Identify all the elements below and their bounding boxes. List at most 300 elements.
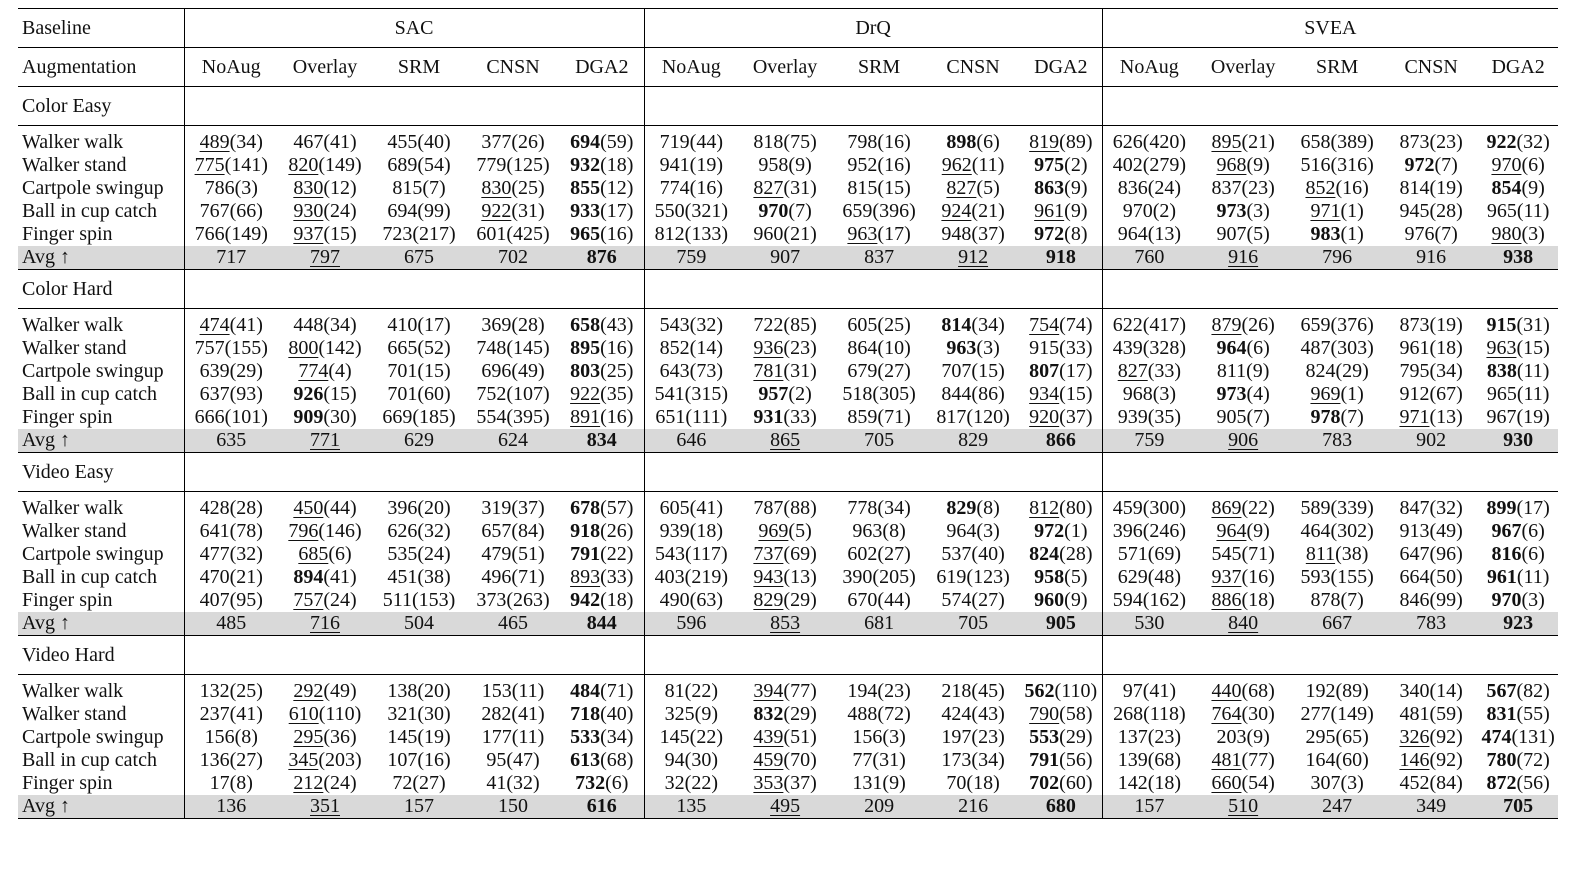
aug-header: DGA2 [1478, 48, 1558, 87]
score-std: 18 [1436, 337, 1457, 359]
score-mean: 553 [1029, 726, 1060, 748]
score-cell: 796(146) [288, 520, 362, 542]
avg-cell [1290, 429, 1384, 453]
avg-value: 510 [1228, 795, 1259, 817]
score-mean: 474 [1481, 726, 1512, 748]
score-cell: 964(6) [1216, 337, 1270, 359]
score-cell: 484(71) [570, 680, 634, 702]
avg-cell [1478, 246, 1558, 270]
score-mean: 194 [847, 680, 878, 702]
score-std: 31 [518, 200, 538, 222]
score-mean: 139 [1117, 749, 1148, 771]
score-mean: 918 [570, 520, 601, 542]
score-std: 95 [236, 589, 257, 611]
score-std: 9 [701, 703, 712, 725]
score-cell: 963(8) [852, 520, 906, 542]
avg-value: 216 [958, 795, 989, 817]
score-std: 205 [879, 566, 910, 588]
score-std: 49 [518, 360, 538, 382]
score-cell: 931(33) [753, 406, 817, 428]
score-cell: 920(37) [1029, 406, 1093, 428]
avg-cell [1196, 429, 1290, 453]
score-cell: 325(9) [644, 703, 738, 726]
avg-cell [1384, 612, 1478, 636]
score-std: 58 [1065, 703, 1086, 725]
avg-value: 530 [1134, 612, 1165, 634]
score-mean: 428 [199, 497, 230, 519]
table-row [18, 589, 1558, 612]
score-cell: 701(15) [387, 360, 451, 382]
avg-value: 906 [1228, 429, 1259, 451]
avg-cell [1478, 795, 1558, 819]
score-cell: 815(7) [392, 177, 446, 199]
score-mean: 626 [1112, 131, 1143, 153]
score-mean: 778 [847, 497, 878, 519]
score-mean: 905 [1216, 406, 1247, 428]
avg-cell [184, 795, 278, 819]
avg-cell [560, 429, 644, 453]
avg-cell [832, 429, 926, 453]
aug-header: CNSN [926, 48, 1020, 87]
section-spacer [1102, 453, 1558, 492]
score-cell: 610(110) [288, 703, 362, 725]
score-std: 66 [236, 200, 257, 222]
avg-label: Avg ↑ [18, 429, 184, 453]
score-std: 17 [606, 200, 627, 222]
avg-cell [278, 795, 372, 819]
avg-cell [1384, 246, 1478, 270]
score-cell: 81(22) [644, 680, 738, 703]
score-std: 29 [236, 360, 257, 382]
score-mean: 764 [1211, 703, 1242, 725]
score-mean: 970 [758, 200, 789, 222]
score-mean: 967 [1491, 520, 1522, 542]
score-cell: 669(185) [382, 406, 456, 428]
score-std: 52 [424, 337, 444, 359]
score-std: 101 [231, 406, 262, 428]
score-mean: 543 [659, 314, 690, 336]
score-mean: 922 [481, 200, 512, 222]
avg-value: 596 [676, 612, 707, 634]
score-mean: 817 [936, 406, 967, 428]
score-mean: 775 [194, 154, 225, 176]
score-std: 389 [1337, 131, 1368, 153]
score-cell: 967(6) [1491, 520, 1545, 542]
score-mean: 969 [1310, 383, 1341, 405]
score-mean: 814 [941, 314, 972, 336]
score-cell: 173(34) [941, 749, 1005, 771]
score-std: 78 [236, 520, 257, 542]
score-mean: 197 [941, 726, 972, 748]
score-std: 263 [513, 589, 543, 611]
score-std: 110 [325, 703, 355, 725]
score-cell: 798(16) [847, 131, 911, 153]
score-cell: 873(19) [1399, 314, 1463, 336]
avg-cell [644, 246, 738, 270]
score-cell: 922(32) [1486, 131, 1550, 153]
score-std: 14 [696, 337, 717, 359]
score-cell: 197(23) [941, 726, 1005, 748]
score-cell: 905(7) [1216, 406, 1270, 428]
avg-value: 705 [864, 429, 895, 451]
score-std: 60 [1342, 749, 1363, 771]
avg-cell [926, 429, 1020, 453]
score-mean: 836 [1117, 177, 1148, 199]
score-std: 56 [1523, 772, 1544, 794]
score-std: 41 [1149, 680, 1170, 702]
score-cell: 424(43) [941, 703, 1005, 725]
score-mean: 77 [852, 749, 873, 771]
table-row [18, 200, 1558, 223]
score-mean: 939 [659, 520, 690, 542]
aug-header: NoAug [184, 48, 278, 87]
score-mean: 886 [1211, 589, 1242, 611]
score-mean: 142 [1117, 772, 1148, 794]
score-mean: 815 [847, 177, 878, 199]
score-mean: 403 [654, 566, 685, 588]
task-name: Cartpole swingup [22, 543, 164, 565]
score-std: 9 [1253, 726, 1264, 748]
score-cell: 980(3) [1491, 223, 1545, 245]
score-cell: 963(17) [847, 223, 911, 245]
score-std: 8 [236, 772, 247, 794]
score-std: 321 [691, 200, 722, 222]
score-std: 19 [696, 154, 717, 176]
score-std: 71 [606, 680, 627, 702]
score-mean: 282 [481, 703, 512, 725]
score-mean: 707 [941, 360, 972, 382]
score-std: 18 [973, 772, 994, 794]
score-cell: 774(16) [644, 177, 738, 200]
avg-cell [278, 429, 372, 453]
score-std: 149 [1337, 703, 1368, 725]
score-std: 31 [790, 360, 811, 382]
score-mean: 402 [1112, 154, 1143, 176]
score-std: 110 [1061, 680, 1091, 702]
score-cell: 702(60) [1029, 772, 1093, 794]
score-mean: 452 [1399, 772, 1430, 794]
score-cell: 748(145) [476, 337, 550, 359]
score-cell: 292(49) [293, 680, 357, 702]
score-cell: 937(15) [293, 223, 357, 245]
score-mean: 931 [753, 406, 784, 428]
score-cell: 939(35) [1102, 406, 1196, 429]
score-cell: 780(72) [1486, 749, 1550, 771]
table-row [18, 154, 1558, 177]
score-cell: 800(142) [288, 337, 362, 359]
score-std: 11 [1523, 383, 1543, 405]
score-cell: 451(38) [387, 566, 451, 588]
avg-value: 716 [310, 612, 340, 634]
score-mean: 859 [847, 406, 878, 428]
score-cell: 670(44) [847, 589, 911, 611]
score-cell: 218(45) [941, 680, 1005, 702]
table-row [18, 337, 1558, 360]
score-mean: 960 [753, 223, 784, 245]
score-cell: 811(38) [1305, 543, 1369, 565]
score-cell: 394(77) [753, 680, 817, 702]
score-cell: 961(18) [1399, 337, 1463, 359]
score-std: 28 [1436, 200, 1457, 222]
score-mean: 326 [1399, 726, 1430, 748]
table-row [18, 131, 1558, 154]
score-cell: 97(41) [1102, 680, 1196, 703]
score-std: 6 [1528, 520, 1539, 542]
score-std: 155 [1337, 566, 1368, 588]
score-std: 41 [236, 703, 257, 725]
score-std: 17 [1065, 360, 1086, 382]
score-cell: 847(32) [1399, 497, 1463, 519]
score-cell: 373(263) [476, 589, 550, 611]
score-mean: 489 [199, 131, 230, 153]
score-cell: 937(16) [1211, 566, 1275, 588]
score-cell: 277(149) [1300, 703, 1374, 725]
avg-value: 865 [770, 429, 801, 451]
score-std: 37 [1065, 406, 1086, 428]
score-mean: 975 [1034, 154, 1065, 176]
score-cell: 518(305) [842, 383, 916, 405]
score-cell: 791(56) [1029, 749, 1093, 771]
score-mean: 377 [481, 131, 512, 153]
score-cell: 820(149) [288, 154, 362, 176]
avg-cell [644, 795, 738, 819]
score-cell: 594(162) [1102, 589, 1196, 612]
score-cell: 869(22) [1211, 497, 1275, 519]
score-std: 153 [418, 589, 449, 611]
score-mean: 757 [293, 589, 324, 611]
score-mean: 838 [1486, 360, 1517, 382]
section-spacer [184, 453, 644, 492]
score-mean: 894 [293, 566, 324, 588]
avg-cell [1102, 612, 1196, 636]
score-std: 15 [330, 223, 350, 245]
aug-header: SRM [832, 48, 926, 87]
avg-value: 157 [404, 795, 434, 817]
score-mean: 829 [946, 497, 977, 519]
score-std: 43 [978, 703, 999, 725]
score-mean: 895 [570, 337, 601, 359]
score-std: 203 [325, 749, 355, 771]
score-cell: 132(25) [184, 680, 278, 703]
score-mean: 723 [382, 223, 413, 245]
score-std: 32 [1523, 131, 1544, 153]
score-std: 93 [236, 383, 257, 405]
score-cell: 754(74) [1029, 314, 1093, 336]
score-mean: 670 [847, 589, 878, 611]
score-std: 8 [889, 520, 900, 542]
avg-cell [738, 246, 832, 270]
score-std: 30 [424, 703, 444, 725]
score-mean: 791 [570, 543, 601, 565]
score-std: 16 [884, 154, 905, 176]
avg-value: 681 [864, 612, 895, 634]
score-std: 99 [1436, 589, 1457, 611]
score-mean: 643 [659, 360, 690, 382]
score-mean: 847 [1399, 497, 1430, 519]
score-cell: 899(17) [1486, 497, 1550, 519]
score-cell: 948(37) [941, 223, 1005, 245]
score-mean: 958 [1034, 566, 1065, 588]
score-mean: 669 [382, 406, 413, 428]
avg-value: 916 [1228, 246, 1259, 268]
score-std: 33 [1065, 337, 1086, 359]
task-name: Walker stand [22, 703, 127, 725]
avg-cell [1020, 429, 1102, 453]
score-cell: 77(31) [852, 749, 906, 771]
score-std: 57 [606, 497, 627, 519]
score-mean: 976 [1404, 223, 1435, 245]
score-mean: 786 [204, 177, 235, 199]
score-mean: 732 [575, 772, 606, 794]
aug-header: Overlay [738, 48, 832, 87]
score-mean: 970 [1491, 589, 1522, 611]
score-cell: 718(40) [570, 703, 634, 725]
score-cell: 968(9) [1216, 154, 1270, 176]
score-mean: 164 [1305, 749, 1336, 771]
score-mean: 915 [1029, 337, 1060, 359]
score-mean: 873 [1399, 314, 1430, 336]
score-mean: 439 [1112, 337, 1143, 359]
avg-value: 616 [586, 795, 617, 817]
score-cell: 930(24) [293, 200, 357, 222]
score-std: 9 [1252, 360, 1263, 382]
augmentation-label: Augmentation [18, 48, 184, 87]
score-cell: 651(111) [644, 406, 738, 429]
score-cell: 629(48) [1102, 566, 1196, 589]
score-mean: 373 [476, 589, 507, 611]
score-std: 92 [1436, 726, 1457, 748]
section-spacer [1102, 87, 1558, 126]
score-std: 125 [513, 154, 543, 176]
score-std: 28 [236, 497, 257, 519]
table-row [18, 772, 1558, 795]
score-mean: 496 [481, 566, 512, 588]
score-std: 19 [1436, 177, 1457, 199]
avg-value: 912 [958, 246, 989, 268]
score-mean: 137 [1117, 726, 1148, 748]
score-std: 425 [513, 223, 543, 245]
score-mean: 757 [194, 337, 225, 359]
score-cell: 757(155) [184, 337, 278, 360]
section-title: Color Hard [18, 270, 184, 309]
score-mean: 81 [664, 680, 685, 702]
score-std: 60 [424, 383, 444, 405]
score-cell: 964(9) [1216, 520, 1270, 542]
score-cell: 481(59) [1399, 703, 1463, 725]
score-mean: 464 [1300, 520, 1331, 542]
score-mean: 934 [1029, 383, 1060, 405]
score-mean: 481 [1211, 749, 1242, 771]
score-cell: 107(16) [387, 749, 451, 771]
score-mean: 811 [1305, 543, 1336, 565]
avg-value: 135 [676, 795, 707, 817]
score-mean: 95 [486, 749, 507, 771]
score-mean: 971 [1310, 200, 1341, 222]
score-mean: 94 [664, 749, 685, 771]
score-cell: 965(16) [570, 223, 634, 245]
score-std: 85 [790, 314, 811, 336]
score-cell: 664(50) [1399, 566, 1463, 588]
score-cell: 941(19) [644, 154, 738, 177]
score-std: 3 [241, 177, 252, 199]
score-mean: 107 [387, 749, 418, 771]
score-cell: 511(153) [382, 589, 456, 611]
score-std: 3 [1253, 200, 1264, 222]
section-spacer [184, 270, 644, 309]
score-mean: 689 [387, 154, 418, 176]
avg-value: 759 [1134, 429, 1165, 451]
score-cell: 732(6) [575, 772, 629, 794]
score-mean: 781 [753, 360, 784, 382]
score-cell: 626(32) [387, 520, 451, 542]
score-cell: 553(29) [1029, 726, 1093, 748]
score-mean: 852 [659, 337, 690, 359]
score-mean: 131 [852, 772, 883, 794]
score-cell: 94(30) [644, 749, 738, 772]
task-name: Cartpole swingup [22, 726, 164, 748]
score-mean: 533 [570, 726, 601, 748]
score-mean: 145 [387, 726, 418, 748]
score-cell: 295(65) [1305, 726, 1369, 748]
avg-row [18, 612, 1558, 636]
score-std: 29 [790, 703, 811, 725]
score-cell: 490(63) [644, 589, 738, 612]
avg-row [18, 429, 1558, 453]
score-cell: 678(57) [570, 497, 634, 519]
score-mean: 752 [476, 383, 507, 405]
score-cell: 824(28) [1029, 543, 1093, 565]
baseline-svea: SVEA [1102, 9, 1558, 48]
score-std: 9 [1070, 177, 1081, 199]
score-std: 13 [1436, 406, 1457, 428]
score-cell: 396(246) [1102, 520, 1196, 543]
score-std: 33 [790, 406, 811, 428]
score-mean: 390 [842, 566, 873, 588]
score-std: 43 [606, 314, 627, 336]
table-row [18, 520, 1558, 543]
score-std: 51 [518, 543, 538, 565]
score-std: 30 [691, 749, 712, 771]
score-mean: 827 [946, 177, 977, 199]
avg-cell [560, 795, 644, 819]
task-name: Cartpole swingup [22, 360, 164, 382]
score-cell: 893(33) [570, 566, 634, 588]
score-mean: 737 [753, 543, 784, 565]
avg-value: 837 [864, 246, 895, 268]
score-mean: 664 [1399, 566, 1430, 588]
score-std: 44 [884, 589, 905, 611]
score-cell: 543(32) [644, 314, 738, 337]
score-std: 27 [978, 589, 999, 611]
score-std: 54 [424, 154, 444, 176]
score-std: 7 [1347, 589, 1358, 611]
score-std: 21 [236, 566, 257, 588]
score-std: 88 [790, 497, 811, 519]
score-cell: 852(16) [1305, 177, 1369, 199]
avg-value: 844 [586, 612, 617, 634]
score-cell: 827(33) [1102, 360, 1196, 383]
augmentation-header-row [18, 48, 1558, 87]
score-std: 4 [335, 360, 345, 382]
score-mean: 819 [1029, 131, 1060, 153]
score-std: 34 [884, 497, 905, 519]
score-std: 111 [692, 406, 721, 428]
avg-cell [372, 795, 466, 819]
score-mean: 701 [387, 360, 418, 382]
avg-value: 495 [770, 795, 801, 817]
score-cell: 963(15) [1486, 337, 1550, 359]
score-cell: 864(10) [847, 337, 911, 359]
